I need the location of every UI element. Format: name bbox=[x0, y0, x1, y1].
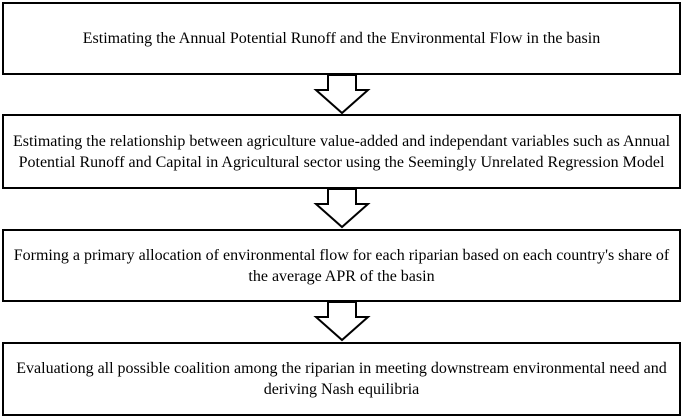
step-box-1 bbox=[2, 2, 681, 75]
step-box-4 bbox=[2, 342, 681, 416]
step-box-3 bbox=[2, 229, 681, 302]
step-text-3: Forming a primary allocation of environmental flow for each riparian based on each country's share of the average APR of the basin bbox=[13, 246, 670, 285]
step-text-1: Estimating the Annual Potential Runoff and the Environmental Flow in the basin bbox=[82, 30, 601, 47]
down-arrow-icon bbox=[312, 189, 372, 229]
down-arrow-icon bbox=[312, 302, 372, 342]
step-text-2: Estimating the relationship between agriculture value-added and independant variables such as Annual Potential Runoff and Capital in Agricultural sector using the Seemingly Unrelated Regression Model bbox=[12, 132, 671, 171]
step-text-4: Evaluationg all possible coalition among the riparian in meeting downstream environmental need and deriving Nash equilibria bbox=[16, 360, 667, 398]
step-box-2 bbox=[2, 114, 681, 189]
down-arrow-icon bbox=[312, 75, 372, 115]
